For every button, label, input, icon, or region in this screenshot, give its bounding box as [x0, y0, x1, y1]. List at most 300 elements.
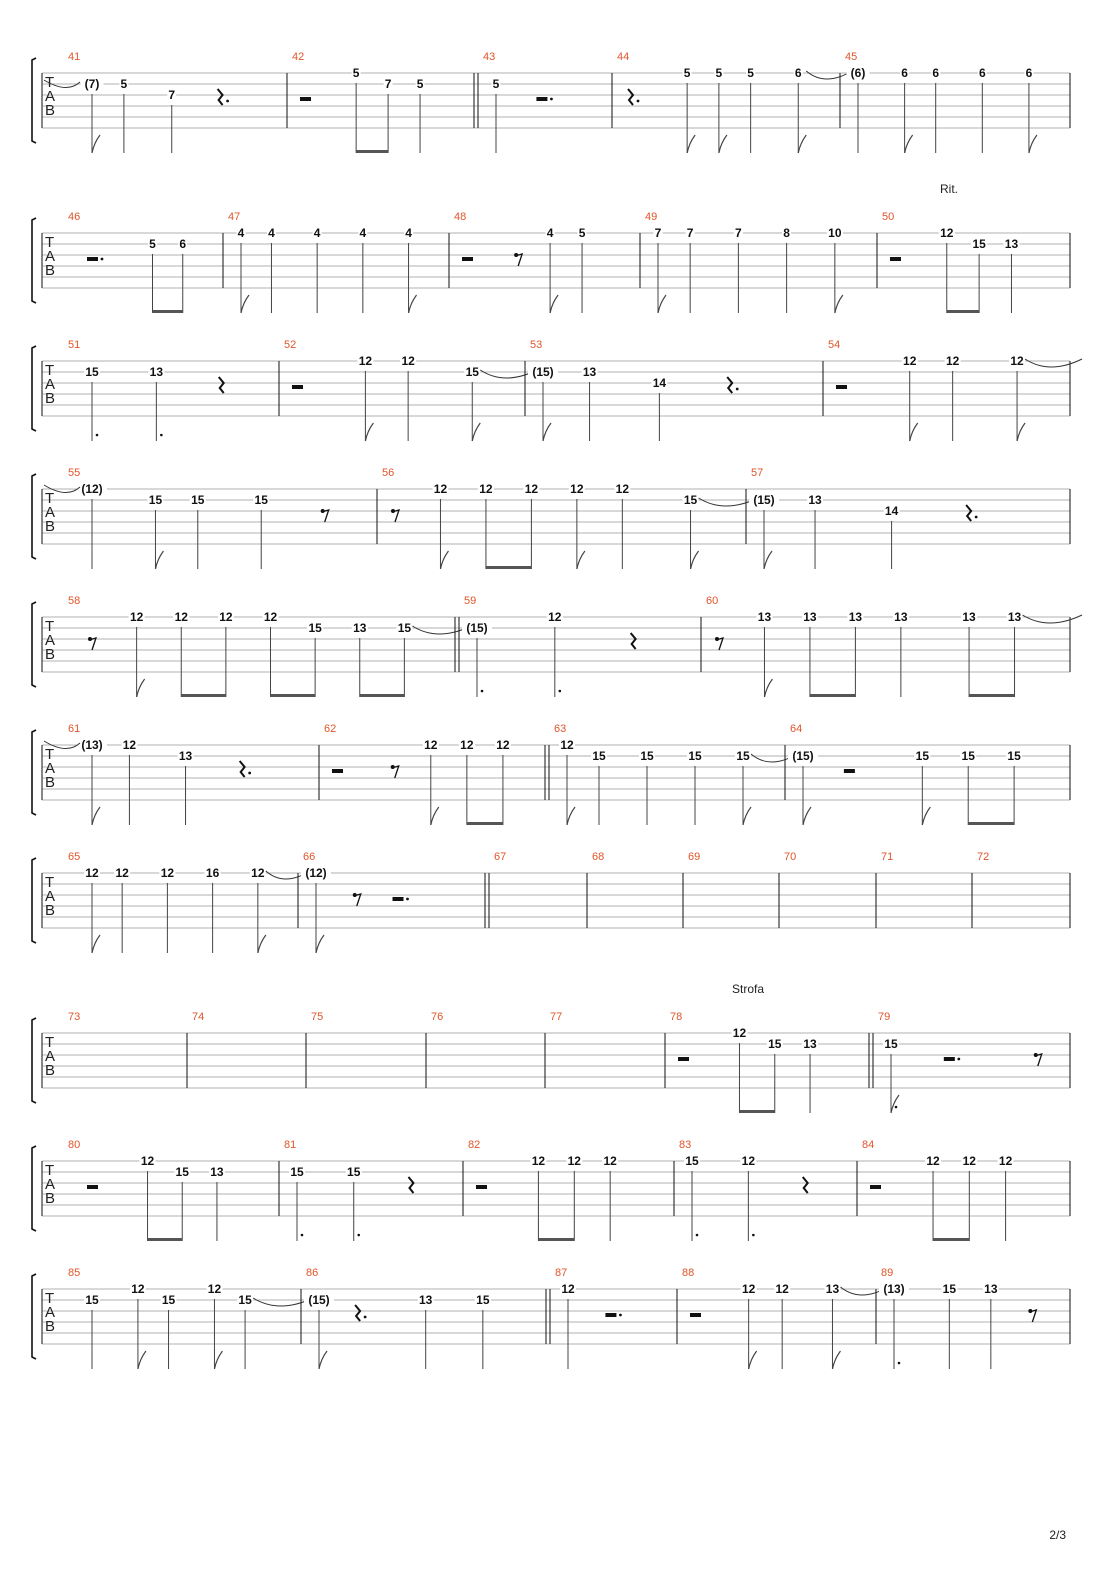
- tab-note: [352, 621, 368, 697]
- tab-note: [602, 1154, 618, 1241]
- eighth-flag: [832, 1351, 840, 1369]
- tab-note: [560, 1282, 576, 1369]
- dot: [895, 1106, 898, 1109]
- fret-number: 15: [884, 1037, 898, 1051]
- fret-number: 7: [735, 226, 742, 240]
- fret-number: 12: [548, 610, 562, 624]
- fret-number: (15): [792, 749, 814, 763]
- eighth-flag: [319, 1351, 327, 1369]
- fret-number: 6: [901, 66, 908, 80]
- tab-note: [289, 1165, 305, 1241]
- tab-note: [190, 493, 206, 569]
- tab-note: [686, 226, 695, 313]
- tab-system: [32, 723, 1070, 825]
- measure-number: 49: [645, 211, 658, 223]
- eighth-flag: [658, 295, 666, 313]
- fret-number: 5: [578, 226, 586, 240]
- tab-note: [400, 354, 416, 441]
- eighth-flag: [431, 807, 439, 825]
- eighth-flag: [155, 551, 163, 569]
- eighth-flag: [798, 135, 806, 153]
- fret-number: 15: [683, 493, 698, 507]
- fret-number: 6: [179, 237, 187, 251]
- fret-number: (13): [81, 738, 103, 752]
- tab-note: [788, 749, 818, 825]
- fret-number: 15: [685, 1154, 699, 1168]
- tie: [1023, 615, 1082, 623]
- beam: [148, 1238, 183, 1241]
- beam: [969, 694, 1014, 697]
- eighth-flag: [749, 1351, 757, 1369]
- fret-number: 10: [828, 226, 842, 240]
- tab-note: [129, 610, 145, 697]
- rest-symbol: [462, 257, 473, 261]
- fret-number: 12: [603, 1154, 617, 1168]
- tab-note: [998, 1154, 1014, 1241]
- fret-number: 13: [808, 493, 822, 507]
- fret-number: 13: [1007, 610, 1022, 624]
- tab-system: [32, 467, 1070, 569]
- tab-note: [459, 738, 475, 825]
- measure-number: 84: [862, 1139, 875, 1151]
- measure-number: 42: [292, 51, 305, 63]
- tab-note: [961, 610, 977, 697]
- tab-note: [802, 610, 818, 697]
- rest-symbol: [332, 769, 343, 773]
- tab-note: [178, 749, 194, 825]
- measure-number: 77: [550, 1011, 563, 1023]
- rest-symbol: [87, 1185, 98, 1189]
- tab-note: [983, 1282, 999, 1369]
- fret-number: 12: [122, 738, 137, 752]
- beam: [538, 1238, 574, 1241]
- tab-clef-letter: T: [45, 618, 55, 635]
- tab-note: [237, 1293, 313, 1369]
- tab-clef-letter: A: [45, 376, 56, 393]
- system-bracket: [32, 58, 36, 143]
- tab-note: [423, 738, 439, 825]
- beam: [810, 694, 855, 697]
- rest-symbol: [218, 89, 229, 105]
- fret-number: 5: [352, 66, 360, 80]
- rest-symbol: [628, 89, 639, 105]
- measure-number: 86: [306, 1267, 319, 1279]
- tab-clef-letter: B: [45, 262, 56, 279]
- tab-note: [263, 610, 279, 697]
- beam: [360, 694, 405, 697]
- fret-number: 12: [615, 482, 630, 496]
- tie: [806, 71, 852, 79]
- measure-number: 62: [324, 723, 337, 735]
- fret-number: 4: [313, 226, 321, 240]
- measure-number: 74: [192, 1011, 205, 1023]
- rest-symbol: [514, 253, 522, 266]
- system-bracket: [32, 730, 36, 815]
- eighth-flag: [137, 679, 145, 697]
- tab-note: [416, 77, 425, 153]
- eighth-flag: [409, 295, 417, 313]
- rest-symbol: [240, 761, 251, 777]
- tab-note: [900, 66, 913, 153]
- tab-note: [847, 66, 870, 153]
- beam: [933, 1238, 969, 1241]
- system-bracket: [32, 474, 36, 559]
- section-label-strofa: Strofa: [732, 982, 765, 996]
- tab-note: [941, 1282, 957, 1369]
- dot: [696, 1234, 699, 1237]
- fret-number: 13: [757, 610, 772, 624]
- fret-number: 15: [640, 749, 654, 763]
- fret-number: 15: [290, 1165, 304, 1179]
- tab-clef-letter: A: [45, 1048, 56, 1065]
- rest-symbol: [1034, 1053, 1042, 1066]
- eighth-flag: [835, 295, 843, 313]
- beam: [947, 310, 979, 313]
- dot: [481, 690, 484, 693]
- rest-symbol: [355, 1305, 366, 1321]
- tab-note: [209, 1165, 225, 1241]
- tab-note: [114, 866, 130, 953]
- fret-number: 13: [1004, 237, 1019, 251]
- fret-number: 6: [932, 66, 940, 80]
- tab-note: [528, 365, 558, 441]
- fret-number: (15): [466, 621, 488, 635]
- fret-number: 15: [972, 237, 986, 251]
- fret-number: 15: [592, 749, 606, 763]
- tab-note: [847, 610, 863, 697]
- tab-clef-letter: B: [45, 102, 56, 119]
- measure-number: 81: [284, 1139, 297, 1151]
- fret-number: (6): [850, 66, 866, 80]
- tab-clef-letter: T: [45, 874, 55, 891]
- fret-number: 12: [358, 354, 373, 368]
- fret-number: 15: [915, 749, 930, 763]
- fret-number: 12: [962, 1154, 976, 1168]
- tab-note: [945, 354, 961, 441]
- system-bracket: [32, 1018, 36, 1103]
- fret-number: 4: [546, 226, 554, 240]
- measure-number: 56: [382, 467, 395, 479]
- tab-clef-letter: B: [45, 1190, 56, 1207]
- fret-number: 15: [85, 365, 99, 379]
- measure-number: 64: [790, 723, 803, 735]
- tab-note: [205, 866, 221, 953]
- tab-note: [559, 738, 575, 825]
- fret-number: 15: [161, 1293, 176, 1307]
- tab-note: [547, 610, 563, 697]
- tab-clef-letter: B: [45, 774, 56, 791]
- measure-number: 54: [828, 339, 841, 351]
- eighth-flag: [905, 135, 913, 153]
- dot: [96, 434, 99, 437]
- tab-note: [218, 610, 234, 697]
- fret-number: 12: [219, 610, 233, 624]
- fret-number: 13: [419, 1293, 433, 1307]
- eighth-flag: [92, 135, 100, 153]
- fret-number: 15: [688, 749, 702, 763]
- tab-note: [925, 1154, 941, 1241]
- measure-number: 69: [688, 851, 701, 863]
- tab-note: [130, 1282, 146, 1369]
- measure-number: 78: [670, 1011, 683, 1023]
- fret-number: 12: [433, 482, 448, 496]
- tab-note: [714, 66, 727, 153]
- fret-number: 15: [191, 493, 205, 507]
- fret-number: 12: [560, 738, 574, 752]
- tab-note: [687, 749, 703, 825]
- tab-note: [807, 493, 823, 569]
- tab-note: [961, 1154, 977, 1241]
- rest-symbol: [391, 509, 399, 522]
- measure-number: 53: [530, 339, 543, 351]
- eighth-flag: [719, 135, 727, 153]
- rest-symbol: [715, 637, 723, 650]
- tab-clef-letter: A: [45, 1176, 56, 1193]
- tab-note: [357, 354, 373, 441]
- system-bracket: [32, 602, 36, 687]
- tab-note: [140, 1154, 156, 1241]
- tab-note: [578, 226, 587, 313]
- rest-symbol: [536, 97, 552, 101]
- tab-note: [774, 1282, 790, 1369]
- fret-number: 5: [416, 77, 424, 91]
- beam: [739, 1110, 774, 1113]
- eighth-flag: [543, 423, 551, 441]
- tab-note: [148, 237, 157, 313]
- measure-number: 43: [483, 51, 496, 63]
- tab-system: [32, 982, 1070, 1113]
- eighth-flag: [891, 1095, 899, 1113]
- tab-note: [173, 610, 189, 697]
- fret-number: 13: [894, 610, 908, 624]
- fret-number: 5: [683, 66, 691, 80]
- tab-note: [731, 1026, 747, 1113]
- fret-number: (12): [305, 866, 327, 880]
- fret-number: 13: [582, 365, 597, 379]
- tab-note: [1007, 610, 1082, 697]
- eighth-flag: [910, 423, 918, 441]
- fret-number: 5: [492, 77, 500, 91]
- eighth-flag: [241, 295, 249, 313]
- measure-number: 85: [68, 1267, 81, 1279]
- measure-number: 59: [464, 595, 477, 607]
- tab-note: [971, 237, 987, 313]
- measure-number: 50: [882, 211, 895, 223]
- fret-number: 12: [998, 1154, 1013, 1168]
- eighth-flag: [440, 551, 448, 569]
- fret-number: 7: [168, 88, 176, 102]
- tab-clef-letter: B: [45, 646, 56, 663]
- tab-note: [879, 1282, 909, 1369]
- fret-number: 13: [984, 1282, 998, 1296]
- eighth-flag: [92, 807, 100, 825]
- fret-number: 13: [962, 610, 976, 624]
- eighth-flag: [764, 679, 772, 697]
- tab-note: [651, 376, 667, 441]
- tab-clef-letter: A: [45, 1304, 56, 1321]
- tab-note: [639, 749, 655, 825]
- tab-note: [1024, 66, 1037, 153]
- rest-symbol: [300, 97, 311, 101]
- beam: [271, 694, 316, 697]
- tab-note: [582, 365, 598, 441]
- tab-clef-letter: T: [45, 746, 55, 763]
- tab-note: [84, 866, 100, 953]
- tab-system: [32, 51, 1070, 153]
- fret-number: (12): [81, 482, 103, 496]
- measure-number: 65: [68, 851, 81, 863]
- tab-note: [1006, 749, 1022, 825]
- fret-number: 15: [465, 365, 479, 379]
- eighth-flag: [138, 1351, 146, 1369]
- tab-note: [121, 738, 137, 825]
- system-bracket: [32, 1146, 36, 1231]
- fret-number: 12: [732, 1026, 747, 1040]
- fret-number: 13: [825, 1282, 840, 1296]
- fret-number: 12: [460, 738, 474, 752]
- tab-note: [301, 866, 331, 953]
- fret-number: 13: [803, 1037, 817, 1051]
- tab-note: [147, 493, 163, 569]
- fret-number: 14: [652, 376, 667, 390]
- tab-note: [802, 1037, 818, 1113]
- tab-clef-letter: T: [45, 1290, 55, 1307]
- tab-system: [32, 182, 1070, 313]
- fret-number: (15): [532, 365, 554, 379]
- tab-note: [313, 226, 322, 313]
- fret-number: 12: [903, 354, 917, 368]
- fret-number: 15: [85, 1293, 99, 1307]
- tab-clef-letter: B: [45, 390, 56, 407]
- tab-clef-letter: B: [45, 902, 56, 919]
- measure-number: 55: [68, 467, 81, 479]
- tab-note: [756, 610, 772, 697]
- measure-number: 76: [431, 1011, 444, 1023]
- tab-note: [960, 749, 976, 825]
- fret-number: 12: [531, 1154, 546, 1168]
- tab-clef-letter: B: [45, 1318, 56, 1335]
- rest-symbol: [408, 1177, 413, 1193]
- tab-clef-letter: A: [45, 760, 56, 777]
- tab-clef-letter: A: [45, 632, 56, 649]
- tab-note: [159, 866, 175, 953]
- tab-note: [418, 1293, 434, 1369]
- fret-number: 16: [205, 866, 220, 880]
- eighth-flag: [922, 807, 930, 825]
- measure-number: 67: [494, 851, 507, 863]
- fret-number: 15: [942, 1282, 957, 1296]
- fret-number: (15): [308, 1293, 330, 1307]
- fret-number: 5: [715, 66, 723, 80]
- dot: [357, 1234, 360, 1237]
- eighth-flag: [214, 1351, 222, 1369]
- tab-note: [734, 226, 743, 313]
- beam: [968, 822, 1014, 825]
- tab-note: [767, 1037, 783, 1113]
- measure-number: 79: [878, 1011, 891, 1023]
- tab-note: [614, 482, 630, 569]
- measure-number: 58: [68, 595, 81, 607]
- measure-number: 80: [68, 1139, 81, 1151]
- fret-number: (15): [753, 493, 775, 507]
- tab-note: [902, 354, 918, 441]
- fret-number: 12: [567, 1154, 581, 1168]
- tab-clef-letter: A: [45, 888, 56, 905]
- measure-number: 71: [881, 851, 894, 863]
- tab-note: [1009, 354, 1082, 441]
- rest-symbol: [1028, 1309, 1036, 1322]
- tab-note: [884, 504, 900, 569]
- rest-symbol: [391, 765, 399, 778]
- fret-number: 12: [129, 610, 144, 624]
- fret-number: 13: [803, 610, 817, 624]
- fret-number: 7: [384, 77, 392, 91]
- fret-number: 15: [347, 1165, 361, 1179]
- fret-number: 12: [945, 354, 960, 368]
- fret-number: 12: [479, 482, 493, 496]
- measure-number: 52: [284, 339, 297, 351]
- rest-symbol: [966, 505, 977, 521]
- fret-number: 15: [768, 1037, 782, 1051]
- measure-number: 57: [751, 467, 764, 479]
- tab-note: [464, 365, 537, 441]
- fret-number: 15: [476, 1293, 490, 1307]
- tab-note: [591, 749, 607, 825]
- tab-note: [566, 1154, 582, 1241]
- eighth-flag: [316, 935, 324, 953]
- tab-note: [740, 1154, 756, 1241]
- fret-number: 15: [1007, 749, 1021, 763]
- fret-number: 12: [940, 226, 954, 240]
- tab-note: [546, 226, 559, 313]
- tab-note: [683, 493, 758, 569]
- tab-note: [654, 226, 667, 313]
- beam: [486, 566, 531, 569]
- eighth-flag: [743, 807, 751, 825]
- tab-system: [32, 1139, 1070, 1241]
- fret-number: 12: [561, 1282, 575, 1296]
- measure-number: 87: [555, 1267, 568, 1279]
- rest-symbol: [678, 1057, 689, 1061]
- measure-number: 73: [68, 1011, 81, 1023]
- measure-number: 41: [68, 51, 81, 63]
- measure-number: 45: [845, 51, 858, 63]
- rest-symbol: [844, 769, 855, 773]
- tab-note: [939, 226, 955, 313]
- fret-number: 13: [353, 621, 367, 635]
- tab-note: [267, 226, 276, 313]
- rest-symbol: [353, 893, 361, 906]
- system-bracket: [32, 218, 36, 303]
- measure-number: 70: [784, 851, 797, 863]
- rest-symbol: [836, 385, 847, 389]
- fret-number: 5: [149, 237, 156, 251]
- tab-system: [32, 595, 1082, 697]
- tab-note: [178, 237, 187, 313]
- fret-number: 4: [268, 226, 275, 240]
- rest-symbol: [88, 637, 96, 650]
- tab-note: [794, 66, 852, 153]
- tab-note: [746, 66, 755, 153]
- tab-note: [683, 66, 696, 153]
- eighth-flag: [550, 295, 558, 313]
- tab-note: [404, 226, 417, 313]
- measure-number: 51: [68, 339, 81, 351]
- fret-number: 15: [238, 1293, 252, 1307]
- measure-number: 60: [706, 595, 719, 607]
- fret-number: 12: [140, 1154, 155, 1168]
- measure-number: 44: [617, 51, 630, 63]
